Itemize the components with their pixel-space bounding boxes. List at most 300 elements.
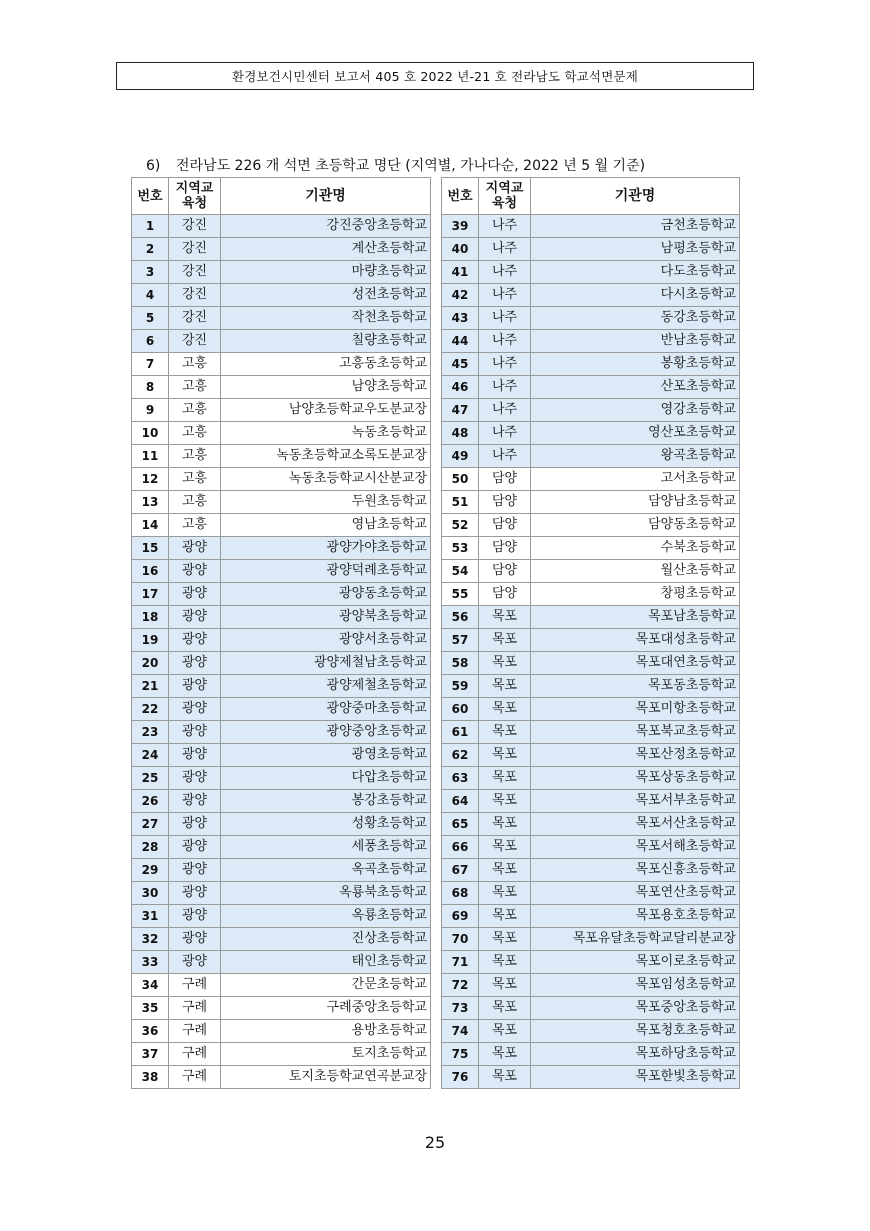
row-number-cell: 68: [442, 882, 479, 905]
region-cell: 목포: [479, 767, 531, 790]
school-name-cell: 남평초등학교: [531, 238, 740, 261]
region-cell: 구례: [169, 1043, 221, 1066]
school-name-cell: 세풍초등학교: [221, 836, 431, 859]
school-name-cell: 광양중마초등학교: [221, 698, 431, 721]
row-number-cell: 38: [132, 1066, 169, 1089]
table-row: [132, 882, 431, 905]
row-number-cell: 64: [442, 790, 479, 813]
table-row: [132, 767, 431, 790]
school-table-right: [441, 177, 740, 1089]
school-name-cell: 광양동초등학교: [221, 583, 431, 606]
school-name-cell: 간문초등학교: [221, 974, 431, 997]
table-row: [442, 376, 740, 399]
school-name-cell: 목포연산초등학교: [531, 882, 740, 905]
school-name-cell: 목포유달초등학교달리분교장: [531, 928, 740, 951]
region-cell: 광양: [169, 537, 221, 560]
page-number: 25: [424, 1133, 446, 1152]
table-row: [132, 813, 431, 836]
section-heading: [146, 155, 645, 175]
table-row: [442, 606, 740, 629]
row-number-cell: 66: [442, 836, 479, 859]
region-cell: 목포: [479, 905, 531, 928]
table-row: [132, 721, 431, 744]
row-number-cell: 59: [442, 675, 479, 698]
region-cell: 목포: [479, 1020, 531, 1043]
table-body-left: [132, 215, 431, 1089]
region-cell: 고흥: [169, 491, 221, 514]
row-number-cell: 56: [442, 606, 479, 629]
table-row: [132, 790, 431, 813]
row-number-cell: 53: [442, 537, 479, 560]
school-name-cell: 목포하당초등학교: [531, 1043, 740, 1066]
school-name-cell: 담양남초등학교: [531, 491, 740, 514]
row-number-cell: 20: [132, 652, 169, 675]
table-row: [442, 882, 740, 905]
school-name-cell: 목포산정초등학교: [531, 744, 740, 767]
row-number-cell: 45: [442, 353, 479, 376]
table-row: [132, 974, 431, 997]
report-header: [116, 62, 754, 90]
row-number-cell: 58: [442, 652, 479, 675]
table-row: [442, 629, 740, 652]
section-title: 전라남도 226 개 석면 초등학교 명단 (지역별, 가나다순, 2022 년 5 월 기준): [176, 158, 646, 174]
row-number-cell: 46: [442, 376, 479, 399]
region-cell: 강진: [169, 238, 221, 261]
school-name-cell: 다시초등학교: [531, 284, 740, 307]
table-row: [442, 537, 740, 560]
row-number-cell: 34: [132, 974, 169, 997]
table-header-row: [132, 178, 431, 215]
table-row: [132, 238, 431, 261]
row-number-cell: 67: [442, 859, 479, 882]
table-row: [442, 813, 740, 836]
table-row: [442, 675, 740, 698]
region-cell: 목포: [479, 652, 531, 675]
row-number-cell: 39: [442, 215, 479, 238]
row-number-cell: 31: [132, 905, 169, 928]
region-cell: 목포: [479, 675, 531, 698]
region-cell: 목포: [479, 882, 531, 905]
school-name-cell: 목포중앙초등학교: [531, 997, 740, 1020]
school-name-cell: 광양제철남초등학교: [221, 652, 431, 675]
table-row: [442, 859, 740, 882]
table-row: [442, 215, 740, 238]
region-cell: 광양: [169, 790, 221, 813]
row-number-cell: 36: [132, 1020, 169, 1043]
table-body-right: [442, 215, 740, 1089]
table-row: [132, 261, 431, 284]
table-row: [132, 629, 431, 652]
region-cell: 광양: [169, 606, 221, 629]
table-row: [132, 1020, 431, 1043]
school-name-cell: 광양제철초등학교: [221, 675, 431, 698]
row-number-cell: 74: [442, 1020, 479, 1043]
region-cell: 목포: [479, 744, 531, 767]
region-cell: 광양: [169, 560, 221, 583]
region-cell: 구례: [169, 1020, 221, 1043]
row-number-cell: 60: [442, 698, 479, 721]
table-row: [442, 744, 740, 767]
row-number-cell: 24: [132, 744, 169, 767]
row-number-cell: 30: [132, 882, 169, 905]
region-cell: 나주: [479, 399, 531, 422]
row-number-cell: 42: [442, 284, 479, 307]
column-header-region-line1: 지역교: [175, 181, 214, 196]
school-name-cell: 계산초등학교: [221, 238, 431, 261]
row-number-cell: 29: [132, 859, 169, 882]
region-cell: 광양: [169, 928, 221, 951]
school-name-cell: 동강초등학교: [531, 307, 740, 330]
school-name-cell: 진상초등학교: [221, 928, 431, 951]
row-number-cell: 71: [442, 951, 479, 974]
school-name-cell: 고흥동초등학교: [221, 353, 431, 376]
region-cell: 고흥: [169, 468, 221, 491]
row-number-cell: 12: [132, 468, 169, 491]
table-row: [442, 1043, 740, 1066]
region-cell: 강진: [169, 307, 221, 330]
row-number-cell: 19: [132, 629, 169, 652]
school-name-cell: 영산포초등학교: [531, 422, 740, 445]
column-header-name: 기관명: [531, 178, 740, 215]
row-number-cell: 5: [132, 307, 169, 330]
table-row: [132, 836, 431, 859]
school-name-cell: 다도초등학교: [531, 261, 740, 284]
table-row: [442, 836, 740, 859]
row-number-cell: 27: [132, 813, 169, 836]
table-row: [442, 974, 740, 997]
table-row: [442, 238, 740, 261]
row-number-cell: 47: [442, 399, 479, 422]
school-name-cell: 목포청호초등학교: [531, 1020, 740, 1043]
table-row: [442, 560, 740, 583]
column-header-region-line2: 육청: [181, 196, 208, 211]
row-number-cell: 73: [442, 997, 479, 1020]
region-cell: 목포: [479, 836, 531, 859]
school-name-cell: 성전초등학교: [221, 284, 431, 307]
column-header-no: 번호: [132, 178, 169, 215]
school-name-cell: 태인초등학교: [221, 951, 431, 974]
row-number-cell: 51: [442, 491, 479, 514]
table-row: [132, 859, 431, 882]
school-name-cell: 녹동초등학교시산분교장: [221, 468, 431, 491]
table-row: [442, 445, 740, 468]
row-number-cell: 40: [442, 238, 479, 261]
table-row: [132, 307, 431, 330]
school-name-cell: 광양덕례초등학교: [221, 560, 431, 583]
region-cell: 나주: [479, 330, 531, 353]
table-row: [442, 399, 740, 422]
school-name-cell: 옥곡초등학교: [221, 859, 431, 882]
row-number-cell: 15: [132, 537, 169, 560]
region-cell: 나주: [479, 353, 531, 376]
region-cell: 목포: [479, 997, 531, 1020]
school-name-cell: 창평초등학교: [531, 583, 740, 606]
region-cell: 목포: [479, 698, 531, 721]
region-cell: 목포: [479, 606, 531, 629]
row-number-cell: 2: [132, 238, 169, 261]
region-cell: 담양: [479, 468, 531, 491]
row-number-cell: 55: [442, 583, 479, 606]
region-cell: 목포: [479, 974, 531, 997]
row-number-cell: 37: [132, 1043, 169, 1066]
region-cell: 고흥: [169, 422, 221, 445]
region-cell: 나주: [479, 261, 531, 284]
row-number-cell: 62: [442, 744, 479, 767]
region-cell: 목포: [479, 721, 531, 744]
table-row: [442, 652, 740, 675]
school-name-cell: 구례중앙초등학교: [221, 997, 431, 1020]
row-number-cell: 28: [132, 836, 169, 859]
school-name-cell: 목포임성초등학교: [531, 974, 740, 997]
table-row: [442, 422, 740, 445]
school-name-cell: 목포한빛초등학교: [531, 1066, 740, 1089]
table-row: [132, 606, 431, 629]
row-number-cell: 10: [132, 422, 169, 445]
region-cell: 고흥: [169, 514, 221, 537]
region-cell: 광양: [169, 583, 221, 606]
school-name-cell: 봉황초등학교: [531, 353, 740, 376]
table-row: [132, 468, 431, 491]
row-number-cell: 75: [442, 1043, 479, 1066]
school-name-cell: 산포초등학교: [531, 376, 740, 399]
school-name-cell: 금천초등학교: [531, 215, 740, 238]
row-number-cell: 76: [442, 1066, 479, 1089]
row-number-cell: 1: [132, 215, 169, 238]
school-name-cell: 다압초등학교: [221, 767, 431, 790]
school-name-cell: 옥룡북초등학교: [221, 882, 431, 905]
school-name-cell: 광양가야초등학교: [221, 537, 431, 560]
row-number-cell: 35: [132, 997, 169, 1020]
table-row: [132, 514, 431, 537]
region-cell: 강진: [169, 284, 221, 307]
region-cell: 목포: [479, 859, 531, 882]
region-cell: 담양: [479, 537, 531, 560]
row-number-cell: 48: [442, 422, 479, 445]
row-number-cell: 61: [442, 721, 479, 744]
region-cell: 구례: [169, 974, 221, 997]
school-name-cell: 광양북초등학교: [221, 606, 431, 629]
school-name-cell: 영남초등학교: [221, 514, 431, 537]
region-cell: 목포: [479, 629, 531, 652]
table-row: [442, 514, 740, 537]
school-name-cell: 담양동초등학교: [531, 514, 740, 537]
table-row: [442, 307, 740, 330]
region-cell: 나주: [479, 376, 531, 399]
row-number-cell: 22: [132, 698, 169, 721]
table-row: [442, 1066, 740, 1089]
school-name-cell: 남양초등학교: [221, 376, 431, 399]
table-row: [442, 790, 740, 813]
school-name-cell: 남양초등학교우도분교장: [221, 399, 431, 422]
row-number-cell: 41: [442, 261, 479, 284]
school-name-cell: 목포대성초등학교: [531, 629, 740, 652]
column-header-no: 번호: [442, 178, 479, 215]
school-name-cell: 칠량초등학교: [221, 330, 431, 353]
row-number-cell: 33: [132, 951, 169, 974]
table-row: [132, 675, 431, 698]
row-number-cell: 52: [442, 514, 479, 537]
table-row: [442, 491, 740, 514]
school-name-cell: 성황초등학교: [221, 813, 431, 836]
school-name-cell: 고서초등학교: [531, 468, 740, 491]
table-row: [132, 491, 431, 514]
row-number-cell: 3: [132, 261, 169, 284]
region-cell: 광양: [169, 675, 221, 698]
row-number-cell: 17: [132, 583, 169, 606]
region-cell: 광양: [169, 905, 221, 928]
school-name-cell: 광양중앙초등학교: [221, 721, 431, 744]
school-name-cell: 목포동초등학교: [531, 675, 740, 698]
section-number: 6): [146, 158, 161, 174]
region-cell: 고흥: [169, 445, 221, 468]
row-number-cell: 23: [132, 721, 169, 744]
row-number-cell: 70: [442, 928, 479, 951]
school-name-cell: 목포미항초등학교: [531, 698, 740, 721]
row-number-cell: 14: [132, 514, 169, 537]
school-name-cell: 녹동초등학교: [221, 422, 431, 445]
row-number-cell: 26: [132, 790, 169, 813]
report-header-title: 환경보건시민센터 보고서 405 호 2022 년-21 호 전라남도 학교석면문제: [231, 69, 639, 84]
region-cell: 광양: [169, 652, 221, 675]
table-row: [132, 215, 431, 238]
table-row: [442, 905, 740, 928]
region-cell: 고흥: [169, 353, 221, 376]
table-row: [442, 583, 740, 606]
row-number-cell: 9: [132, 399, 169, 422]
school-name-cell: 광영초등학교: [221, 744, 431, 767]
table-row: [132, 537, 431, 560]
table-row: [442, 468, 740, 491]
school-name-cell: 봉강초등학교: [221, 790, 431, 813]
region-cell: 광양: [169, 698, 221, 721]
row-number-cell: 8: [132, 376, 169, 399]
table-row: [132, 353, 431, 376]
school-name-cell: 목포대연초등학교: [531, 652, 740, 675]
row-number-cell: 43: [442, 307, 479, 330]
school-name-cell: 목포신흥초등학교: [531, 859, 740, 882]
region-cell: 구례: [169, 1066, 221, 1089]
table-row: [442, 951, 740, 974]
school-name-cell: 목포상동초등학교: [531, 767, 740, 790]
region-cell: 나주: [479, 238, 531, 261]
column-header-region: [169, 178, 221, 215]
region-cell: 나주: [479, 445, 531, 468]
school-name-cell: 두원초등학교: [221, 491, 431, 514]
row-number-cell: 44: [442, 330, 479, 353]
region-cell: 나주: [479, 284, 531, 307]
row-number-cell: 16: [132, 560, 169, 583]
school-name-cell: 토지초등학교: [221, 1043, 431, 1066]
school-name-cell: 목포서해초등학교: [531, 836, 740, 859]
row-number-cell: 6: [132, 330, 169, 353]
row-number-cell: 63: [442, 767, 479, 790]
table-row: [132, 951, 431, 974]
row-number-cell: 13: [132, 491, 169, 514]
school-name-cell: 옥룡초등학교: [221, 905, 431, 928]
table-row: [442, 330, 740, 353]
region-cell: 광양: [169, 767, 221, 790]
region-cell: 고흥: [169, 376, 221, 399]
region-cell: 담양: [479, 514, 531, 537]
school-name-cell: 목포이로초등학교: [531, 951, 740, 974]
region-cell: 목포: [479, 951, 531, 974]
region-cell: 광양: [169, 813, 221, 836]
region-cell: 강진: [169, 215, 221, 238]
table-row: [132, 422, 431, 445]
region-cell: 고흥: [169, 399, 221, 422]
column-header-region-line1: 지역교: [485, 181, 524, 196]
row-number-cell: 32: [132, 928, 169, 951]
region-cell: 담양: [479, 583, 531, 606]
school-name-cell: 작천초등학교: [221, 307, 431, 330]
table-row: [132, 997, 431, 1020]
table-row: [132, 376, 431, 399]
region-cell: 목포: [479, 1043, 531, 1066]
region-cell: 목포: [479, 1066, 531, 1089]
row-number-cell: 18: [132, 606, 169, 629]
school-name-cell: 목포용호초등학교: [531, 905, 740, 928]
school-name-cell: 목포서산초등학교: [531, 813, 740, 836]
table-header-row: [442, 178, 740, 215]
table-row: [442, 1020, 740, 1043]
table-row: [132, 583, 431, 606]
row-number-cell: 72: [442, 974, 479, 997]
table-row: [442, 353, 740, 376]
row-number-cell: 69: [442, 905, 479, 928]
region-cell: 구례: [169, 997, 221, 1020]
region-cell: 강진: [169, 261, 221, 284]
school-table-left: [131, 177, 431, 1089]
region-cell: 광양: [169, 951, 221, 974]
school-name-cell: 용방초등학교: [221, 1020, 431, 1043]
table-row: [442, 767, 740, 790]
school-name-cell: 목포북교초등학교: [531, 721, 740, 744]
row-number-cell: 57: [442, 629, 479, 652]
table-row: [442, 698, 740, 721]
region-cell: 나주: [479, 215, 531, 238]
region-cell: 담양: [479, 491, 531, 514]
region-cell: 광양: [169, 721, 221, 744]
region-cell: 강진: [169, 330, 221, 353]
row-number-cell: 11: [132, 445, 169, 468]
row-number-cell: 49: [442, 445, 479, 468]
school-name-cell: 녹동초등학교소록도분교장: [221, 445, 431, 468]
table-row: [132, 1066, 431, 1089]
row-number-cell: 25: [132, 767, 169, 790]
region-cell: 광양: [169, 836, 221, 859]
school-name-cell: 영강초등학교: [531, 399, 740, 422]
region-cell: 광양: [169, 859, 221, 882]
table-row: [132, 698, 431, 721]
table-row: [132, 652, 431, 675]
table-row: [132, 560, 431, 583]
row-number-cell: 50: [442, 468, 479, 491]
table-row: [132, 399, 431, 422]
school-name-cell: 마량초등학교: [221, 261, 431, 284]
table-row: [132, 1043, 431, 1066]
school-name-cell: 수북초등학교: [531, 537, 740, 560]
table-row: [132, 445, 431, 468]
region-cell: 담양: [479, 560, 531, 583]
table-row: [132, 928, 431, 951]
table-row: [132, 905, 431, 928]
table-row: [442, 997, 740, 1020]
school-name-cell: 강진중앙초등학교: [221, 215, 431, 238]
table-row: [442, 284, 740, 307]
region-cell: 나주: [479, 422, 531, 445]
row-number-cell: 7: [132, 353, 169, 376]
table-row: [442, 928, 740, 951]
